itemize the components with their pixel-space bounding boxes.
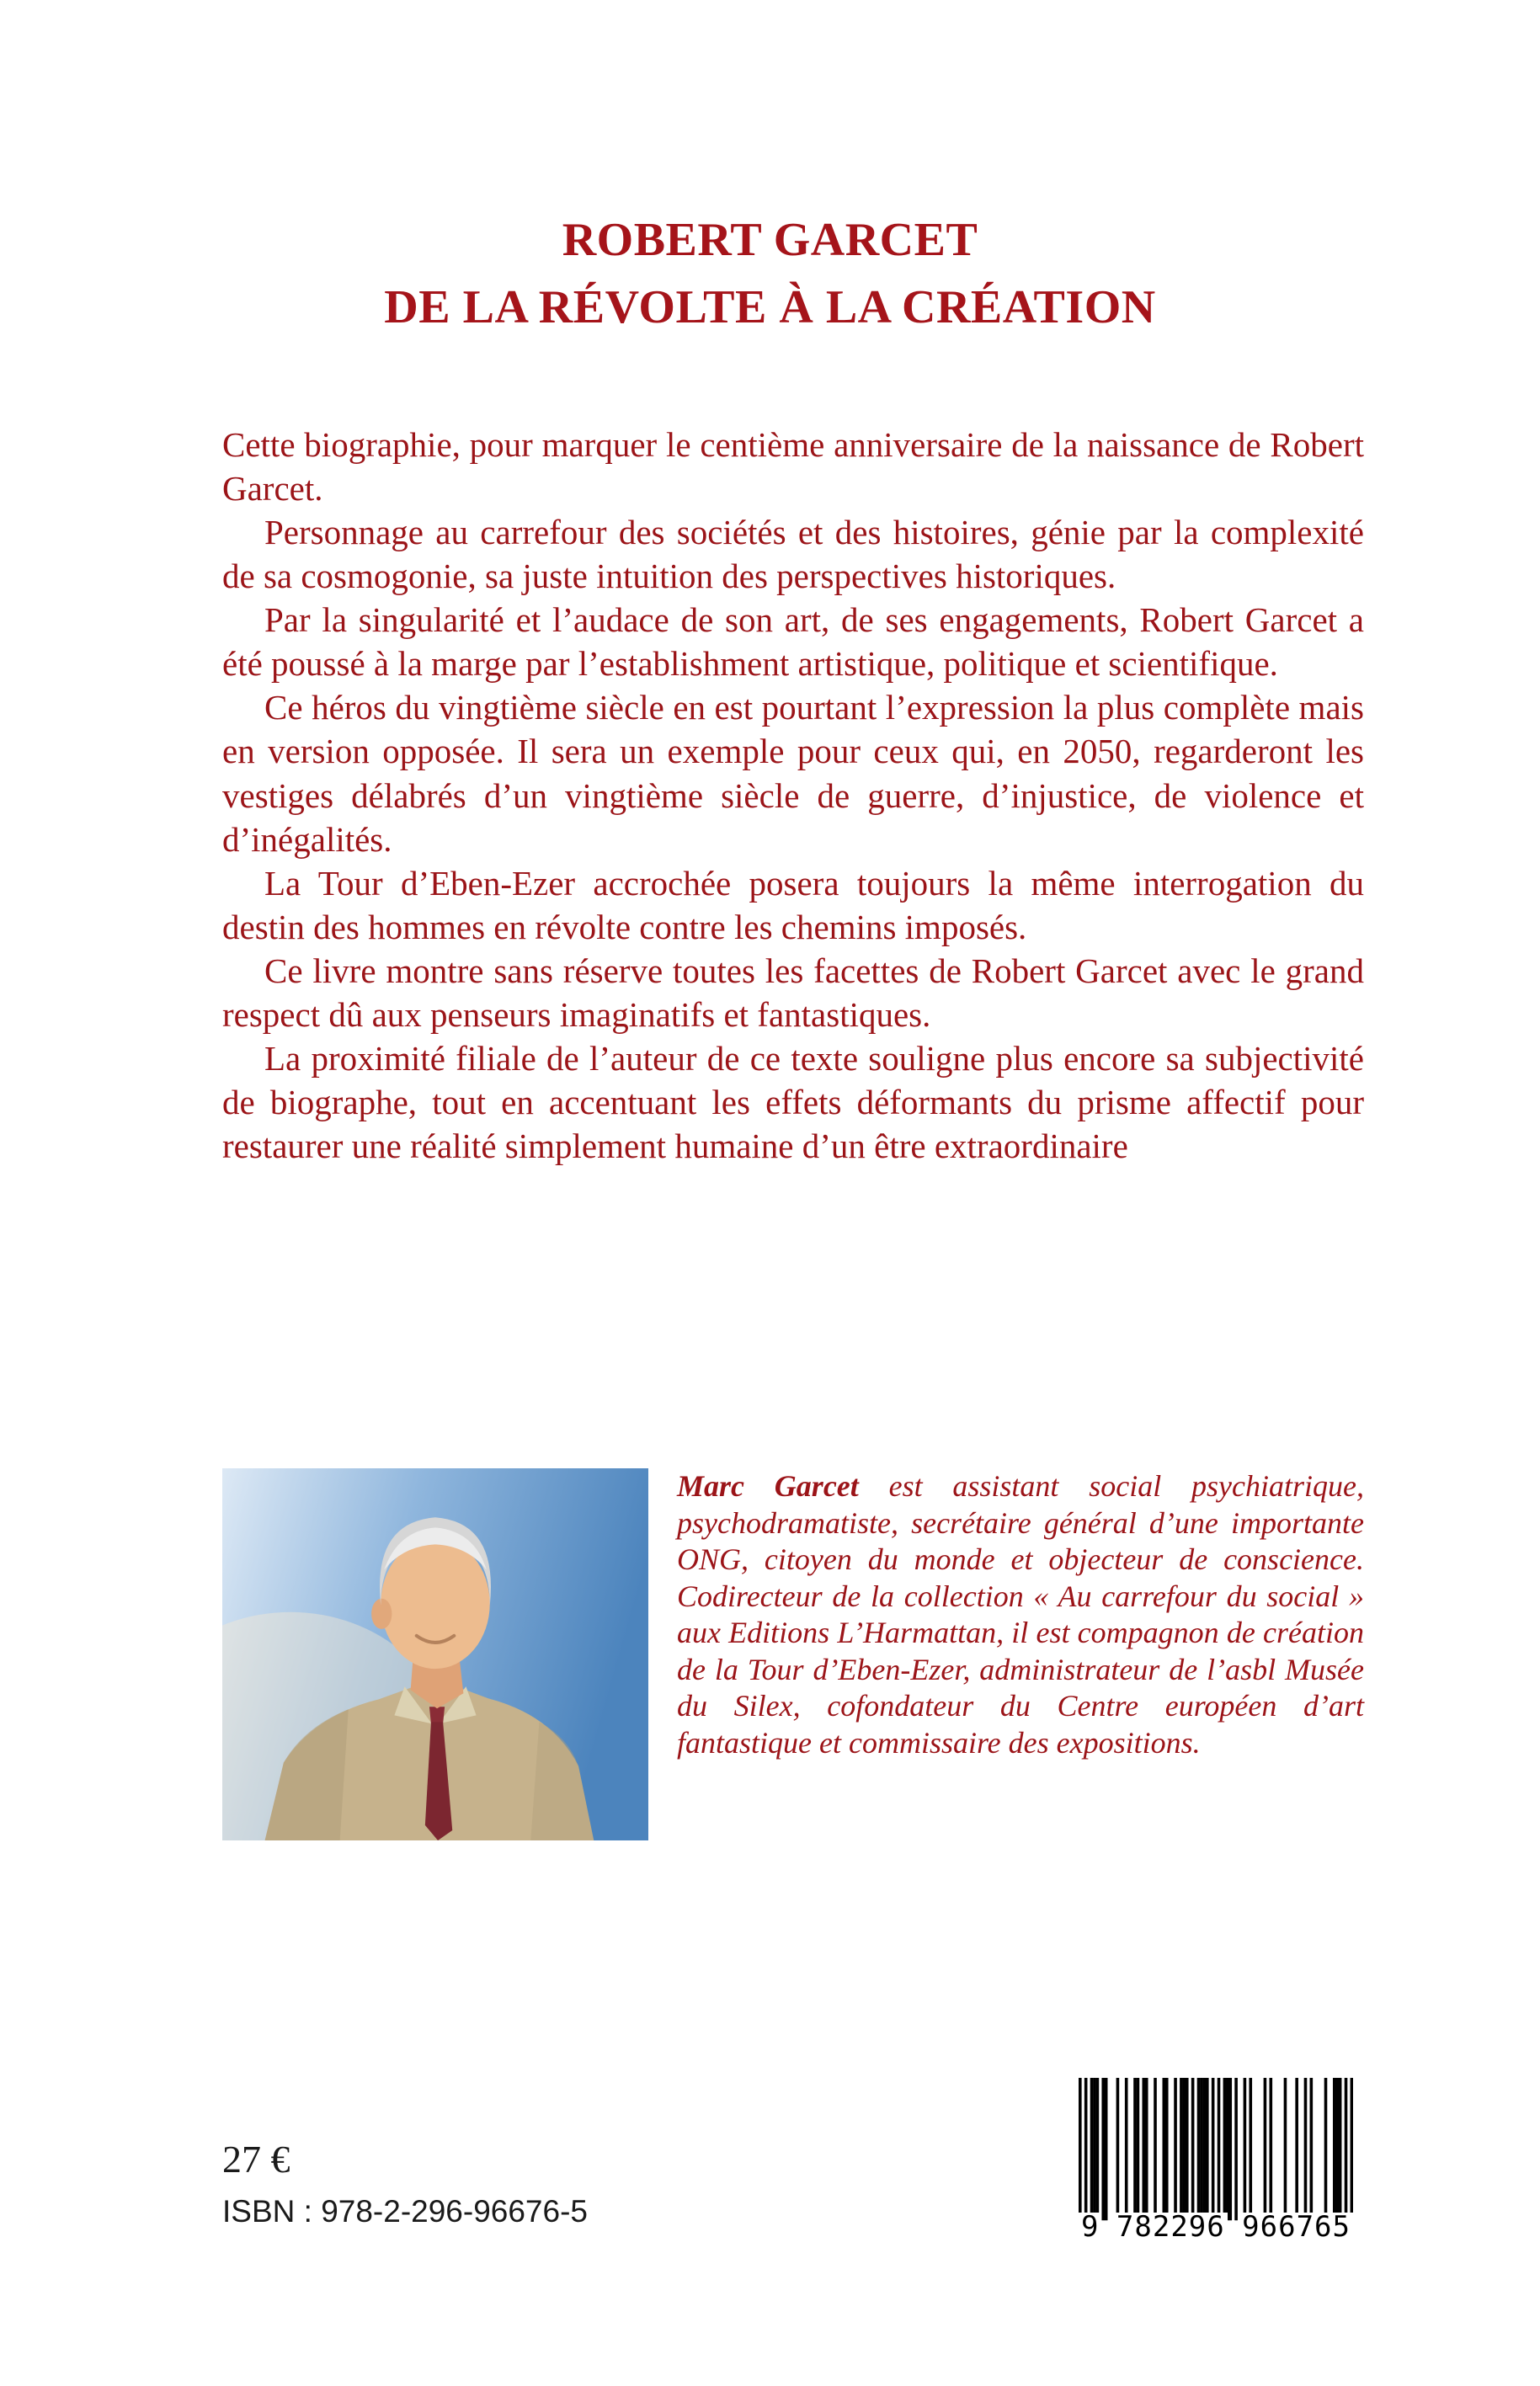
synopsis-paragraph: Cette biographie, pour marquer le centième anniversaire de la naissance de Robert Garcet. bbox=[222, 425, 1364, 509]
barcode-number bbox=[1079, 2210, 1353, 2245]
synopsis-paragraph: Ce héros du vingtième siècle en est pourtant l’expression la plus complète mais en version opposée. Il sera un exemple pour ceux qui, en 2050, regarderont les vestiges délabrés d’un vingtième siècle de guerre, d’injustice, de violence et d’inégalités. bbox=[222, 688, 1364, 859]
synopsis-paragraph: La Tour d’Eben-Ezer accrochée posera toujours la même interrogation du destin des hommes en révolte contre les chemins imposés. bbox=[222, 863, 1364, 946]
synopsis-paragraph: Personnage au carrefour des sociétés et des histoires, génie par la complexité de sa cosmogonie, sa juste intuition des perspectives historiques. bbox=[222, 513, 1364, 596]
barcode-digit-group: 9 bbox=[1079, 2213, 1101, 2243]
author-bio-text: est assistant social psychiatrique, psychodramatiste, secrétaire général d’une importante ONG, citoyen du monde et objecteur de conscience. Codirecteur de la collection « Au carrefour du social » aux Editions L’Harmattan, il est compagnon de création de la Tour d’Eben-Ezer, administrateur de l’asbl Musée du Silex, cofondateur du Centre européen d’art fantastique et commissaire des expositions. bbox=[677, 1469, 1365, 1760]
book-title-line-1: ROBERT GARCET bbox=[562, 214, 978, 266]
price: 27 € bbox=[222, 2138, 290, 2181]
synopsis-paragraph: Par la singularité et l’audace de son art, de ses engagements, Robert Garcet a été poussé à la marge par l’establishment artistique, politique et scientifique. bbox=[222, 600, 1364, 684]
barcode-digit-group: 966765 bbox=[1239, 2213, 1353, 2243]
author-name: Marc Garcet bbox=[677, 1469, 859, 1503]
synopsis-paragraph: La proximité filiale de l’auteur de ce texte souligne plus encore sa subjectivité de biographe, tout en accentuant les effets déformants du prisme affectif pour restaurer une réalité simplement humaine d’un être extraordinaire bbox=[222, 1038, 1364, 1165]
isbn: ISBN : 978-2-296-96676-5 bbox=[222, 2194, 588, 2229]
synopsis-paragraph: Ce livre montre sans réserve toutes les facettes de Robert Garcet avec le grand respect dû aux penseurs imaginatifs et fantastiques. bbox=[222, 951, 1364, 1034]
author-photo bbox=[222, 1468, 648, 1840]
synopsis bbox=[222, 423, 1364, 1168]
author-section bbox=[222, 1468, 1364, 1840]
book-title bbox=[0, 207, 1540, 341]
barcode bbox=[1079, 2078, 1353, 2243]
book-title-line-2: DE LA RÉVOLTE À LA CRÉATION bbox=[384, 280, 1156, 333]
author-bio bbox=[677, 1468, 1364, 1761]
barcode-digit-group: 782296 bbox=[1114, 2213, 1228, 2243]
